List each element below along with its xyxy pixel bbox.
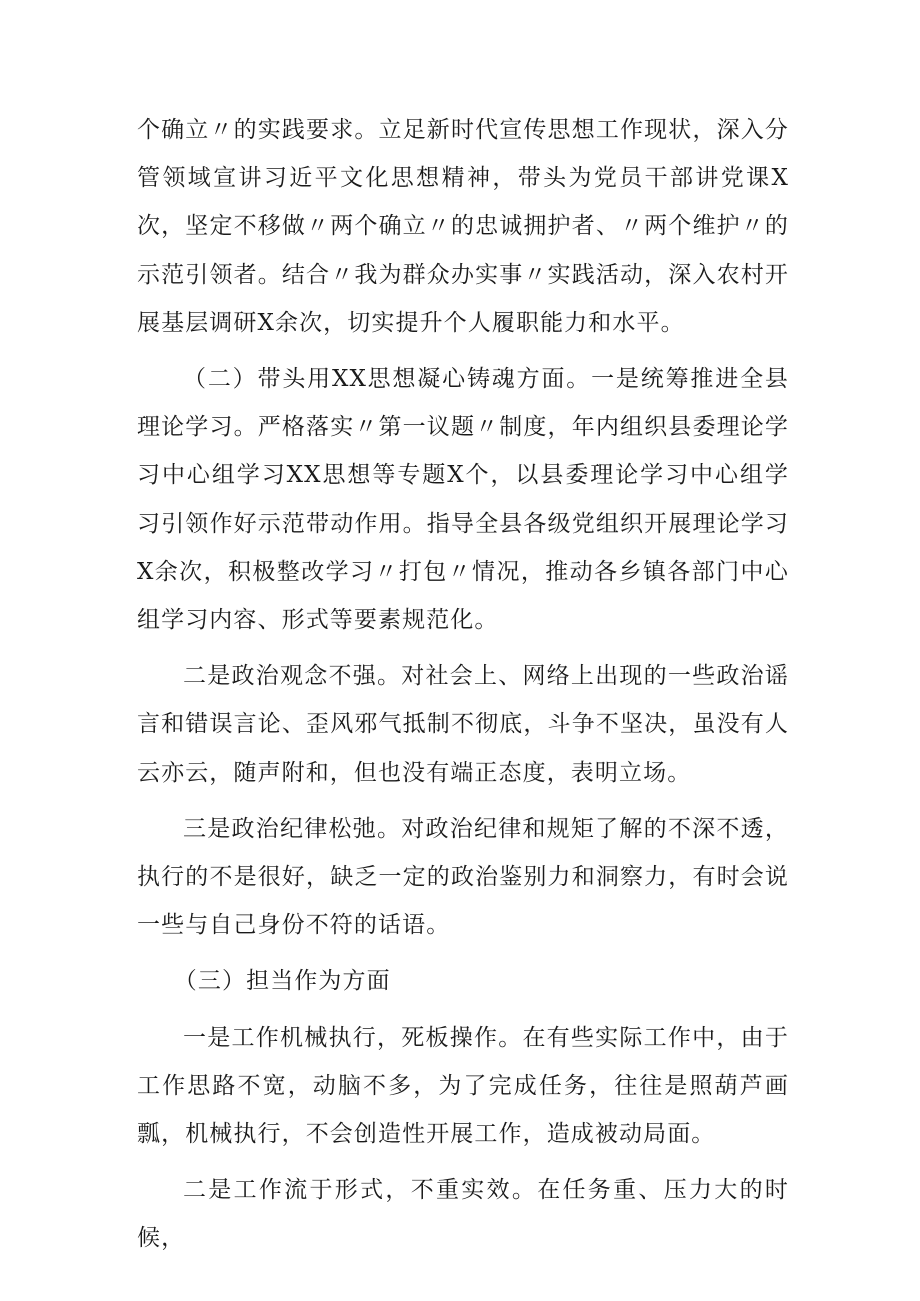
section-heading-three: （三）担当作为方面 [173, 968, 391, 995]
paragraph-continuation: 个确立〃的实践要求。立足新时代宣传思想工作现状，深入分管领域宣讲习近平文化思想精神，带头为党员干部讲党课X次，坚定不移做〃两个确立〃的忠诚拥护者、〃两个维护〃的示范引领者。结合〃我为群众办实事〃实践活动，深入农村开展基层调研X余次，切实提升个人履职能力和水平。 [137, 117, 789, 336]
paragraph-gap [137, 1158, 789, 1166]
paragraph-formalism: 二是工作流于形式，不重实效。在任务重、压力大的时候， [137, 1177, 789, 1252]
paragraph-gap [137, 1006, 789, 1014]
paragraph-gap [137, 644, 789, 652]
document-body [137, 106, 789, 1263]
paragraph-gap [137, 797, 789, 805]
paragraph-gap [137, 949, 789, 957]
paragraph-mechanical-execution: 一是工作机械执行，死板操作。在有些实际工作中，由于工作思路不宽，动脑不多，为了完成任务，往往是照葫芦画瓢，机械执行，不会创造性开展工作，造成被动局面。 [137, 1024, 789, 1148]
paragraph-gap [137, 347, 789, 355]
paragraph-political-discipline: 三是政治纪律松弛。对政治纪律和规矩了解的不深不透，执行的不是很好，缺乏一定的政治鉴别力和洞察力，有时会说一些与自己身份不符的话语。 [137, 815, 789, 939]
paragraph-section-two: （二）带头用XX思想凝心铸魂方面。一是统筹推进全县理论学习。严格落实〃第一议题〃制度，年内组织县委理论学习中心组学习XX思想等专题X个，以县委理论学习中心组学习引领作好示范带动作用。指导全县各级党组织开展理论学习X余次，积极整改学习〃打包〃情况，推动各乡镇各部门中心组学习内容、形式等要素规范化。 [137, 366, 789, 634]
paragraph-political-concept: 二是政治观念不强。对社会上、网络上出现的一些政治谣言和错误言论、歪风邪气抵制不彻底，斗争不坚决，虽没有人云亦云，随声附和，但也没有端正态度，表明立场。 [137, 663, 789, 786]
